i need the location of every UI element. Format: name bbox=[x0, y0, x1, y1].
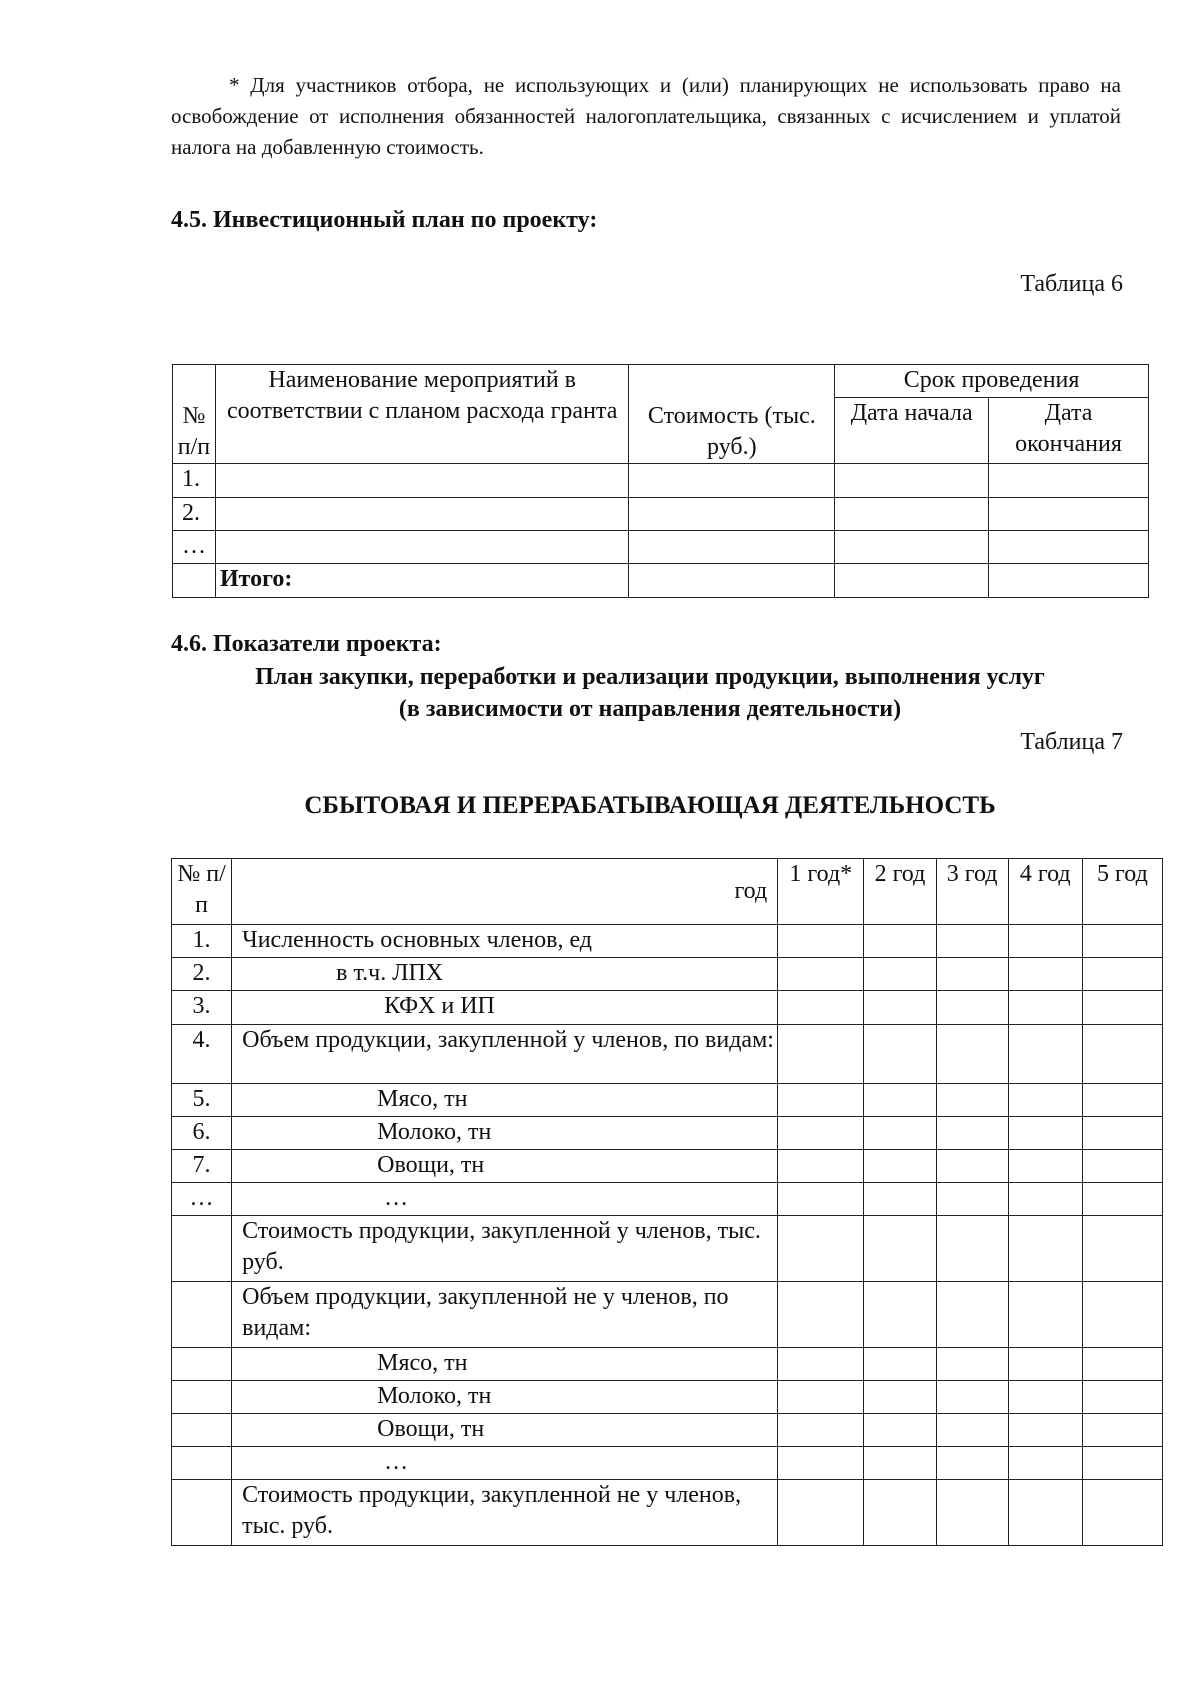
row-label: … bbox=[232, 1447, 778, 1480]
table-row bbox=[172, 1084, 1163, 1117]
year-value-cell bbox=[864, 1381, 936, 1414]
row-num: 6. bbox=[172, 1117, 232, 1150]
table-row bbox=[172, 1447, 1163, 1480]
year-value-cell bbox=[864, 958, 936, 991]
col-header-year-3: 3 год bbox=[936, 859, 1008, 925]
year-value-cell bbox=[936, 925, 1008, 958]
table-row bbox=[172, 1216, 1163, 1282]
col-header-num: № п/п bbox=[173, 365, 216, 464]
year-value-cell bbox=[864, 1216, 936, 1282]
year-value-cell bbox=[936, 1183, 1008, 1216]
row-num: 4. bbox=[172, 1025, 232, 1084]
year-value-cell bbox=[864, 1084, 936, 1117]
col-header-year-1: 1 год* bbox=[778, 859, 864, 925]
year-value-cell bbox=[1082, 1282, 1162, 1348]
section-4-6-subtitle-1: План закупки, переработки и реализации продукции, выполнения услуг bbox=[255, 664, 1045, 690]
year-value-cell bbox=[778, 1025, 864, 1084]
year-value-cell bbox=[1008, 1025, 1082, 1084]
year-value-cell bbox=[1082, 1414, 1162, 1447]
row-label: … bbox=[232, 1183, 778, 1216]
row-num bbox=[172, 1414, 232, 1447]
year-value-cell bbox=[864, 1183, 936, 1216]
total-label: Итого: bbox=[215, 564, 628, 598]
table-row bbox=[172, 1414, 1163, 1447]
year-value-cell bbox=[864, 1025, 936, 1084]
year-value-cell bbox=[778, 1282, 864, 1348]
row-label: Молоко, тн bbox=[232, 1117, 778, 1150]
row-label: Овощи, тн bbox=[232, 1414, 778, 1447]
year-value-cell bbox=[1008, 1117, 1082, 1150]
row-num bbox=[172, 1381, 232, 1414]
col-header-end: Дата окончания bbox=[989, 398, 1149, 464]
row-num bbox=[172, 1480, 232, 1546]
sales-processing-table bbox=[171, 858, 1163, 1546]
row-num: 7. bbox=[172, 1150, 232, 1183]
year-value-cell bbox=[936, 1381, 1008, 1414]
row-num: 1. bbox=[173, 464, 216, 498]
table-row bbox=[172, 1025, 1163, 1084]
year-value-cell bbox=[1008, 1084, 1082, 1117]
col-header-year-4: 4 год bbox=[1008, 859, 1082, 925]
year-value-cell bbox=[1082, 1117, 1162, 1150]
col-header-year-label: год bbox=[232, 859, 778, 925]
year-value-cell bbox=[936, 1084, 1008, 1117]
table-row bbox=[172, 925, 1163, 958]
table-row bbox=[172, 991, 1163, 1025]
row-num bbox=[172, 1216, 232, 1282]
row-num bbox=[172, 1447, 232, 1480]
section-4-6-subtitle-2: (в зависимости от направления деятельности) bbox=[398, 696, 902, 722]
row-label: Численность основных членов, ед bbox=[232, 925, 778, 958]
row-num: 5. bbox=[172, 1084, 232, 1117]
section-4-6-heading: 4.6. Показатели проекта: bbox=[171, 631, 442, 657]
row-num: … bbox=[173, 531, 216, 564]
year-value-cell bbox=[1082, 1348, 1162, 1381]
row-num: 2. bbox=[172, 958, 232, 991]
row-label: КФХ и ИП bbox=[232, 991, 778, 1025]
year-value-cell bbox=[1082, 1480, 1162, 1546]
col-header-num: № п/п bbox=[172, 859, 232, 925]
year-value-cell bbox=[864, 1447, 936, 1480]
row-num: 1. bbox=[172, 925, 232, 958]
year-value-cell bbox=[864, 1414, 936, 1447]
year-value-cell bbox=[936, 1348, 1008, 1381]
footnote-text: * Для участников отбора, не использующих и (или) планирующих не использовать право на освобождение от исполнения обязанностей налогоплательщика, связанных с исчислением и уплатой налога на добавленную стоимость. bbox=[171, 73, 1121, 159]
year-value-cell bbox=[778, 1150, 864, 1183]
year-value-cell bbox=[864, 1150, 936, 1183]
table-row bbox=[172, 958, 1163, 991]
year-value-cell bbox=[1008, 1447, 1082, 1480]
year-value-cell bbox=[778, 1183, 864, 1216]
col-header-cost: Стоимость (тыс. руб.) bbox=[629, 365, 835, 464]
year-value-cell bbox=[1008, 925, 1082, 958]
year-value-cell bbox=[1082, 1447, 1162, 1480]
year-value-cell bbox=[936, 991, 1008, 1025]
row-label: Объем продукции, закупленной у членов, по видам: bbox=[232, 1025, 778, 1084]
year-value-cell bbox=[864, 1480, 936, 1546]
table-6-caption: Таблица 6 bbox=[1020, 271, 1123, 297]
col-header-name: Наименование мероприятий в соответствии с планом расхода гранта bbox=[215, 365, 628, 464]
year-value-cell bbox=[1082, 1025, 1162, 1084]
col-header-year-5: 5 год bbox=[1082, 859, 1162, 925]
activity-title: СБЫТОВАЯ И ПЕРЕРАБАТЫВАЮЩАЯ ДЕЯТЕЛЬНОСТЬ bbox=[304, 792, 996, 819]
year-value-cell bbox=[778, 1084, 864, 1117]
total-row bbox=[173, 564, 1149, 598]
year-value-cell bbox=[936, 1480, 1008, 1546]
row-num: 2. bbox=[173, 498, 216, 531]
table-row bbox=[172, 1183, 1163, 1216]
row-label: Мясо, тн bbox=[232, 1084, 778, 1117]
table-row bbox=[172, 1480, 1163, 1546]
year-value-cell bbox=[936, 1150, 1008, 1183]
year-value-cell bbox=[1008, 991, 1082, 1025]
row-num: … bbox=[172, 1183, 232, 1216]
year-value-cell bbox=[1008, 1480, 1082, 1546]
year-value-cell bbox=[1008, 1183, 1082, 1216]
row-label: Мясо, тн bbox=[232, 1348, 778, 1381]
year-value-cell bbox=[936, 1117, 1008, 1150]
year-value-cell bbox=[864, 991, 936, 1025]
col-header-start: Дата начала bbox=[835, 398, 989, 464]
row-num bbox=[172, 1282, 232, 1348]
year-value-cell bbox=[1082, 1084, 1162, 1117]
col-header-period: Срок проведения bbox=[835, 365, 1149, 398]
table-row bbox=[172, 1150, 1163, 1183]
table-row bbox=[172, 1117, 1163, 1150]
year-value-cell bbox=[778, 1117, 864, 1150]
year-value-cell bbox=[778, 1216, 864, 1282]
year-value-cell bbox=[936, 1282, 1008, 1348]
year-value-cell bbox=[1082, 1150, 1162, 1183]
table-row bbox=[172, 1348, 1163, 1381]
year-value-cell bbox=[1008, 1150, 1082, 1183]
row-label: Молоко, тн bbox=[232, 1381, 778, 1414]
row-label: Стоимость продукции, закупленной не у членов, тыс. руб. bbox=[232, 1480, 778, 1546]
year-value-cell bbox=[778, 1414, 864, 1447]
year-value-cell bbox=[778, 1381, 864, 1414]
row-num bbox=[172, 1348, 232, 1381]
year-value-cell bbox=[936, 1216, 1008, 1282]
year-value-cell bbox=[1008, 1282, 1082, 1348]
year-value-cell bbox=[864, 925, 936, 958]
year-value-cell bbox=[778, 991, 864, 1025]
table-7-caption: Таблица 7 bbox=[1020, 729, 1123, 755]
year-value-cell bbox=[1082, 991, 1162, 1025]
table-row bbox=[172, 1282, 1163, 1348]
year-value-cell bbox=[1008, 1348, 1082, 1381]
row-label: в т.ч. ЛПХ bbox=[232, 958, 778, 991]
row-num: 3. bbox=[172, 991, 232, 1025]
investment-plan-table bbox=[172, 364, 1149, 598]
year-value-cell bbox=[936, 1414, 1008, 1447]
table-row bbox=[173, 531, 1149, 564]
row-label: Объем продукции, закупленной не у членов, по видам: bbox=[232, 1282, 778, 1348]
year-value-cell bbox=[1082, 925, 1162, 958]
year-value-cell bbox=[778, 1447, 864, 1480]
year-value-cell bbox=[1082, 958, 1162, 991]
section-4-5-heading: 4.5. Инвестиционный план по проекту: bbox=[171, 207, 598, 233]
year-value-cell bbox=[778, 1480, 864, 1546]
year-value-cell bbox=[1082, 1183, 1162, 1216]
year-value-cell bbox=[778, 925, 864, 958]
year-value-cell bbox=[864, 1117, 936, 1150]
year-value-cell bbox=[1008, 1414, 1082, 1447]
col-header-year-2: 2 год bbox=[864, 859, 936, 925]
year-value-cell bbox=[1008, 1216, 1082, 1282]
year-value-cell bbox=[778, 958, 864, 991]
table-row bbox=[173, 464, 1149, 498]
year-value-cell bbox=[936, 1447, 1008, 1480]
year-value-cell bbox=[936, 1025, 1008, 1084]
table-row bbox=[172, 1381, 1163, 1414]
year-value-cell bbox=[1082, 1216, 1162, 1282]
year-value-cell bbox=[1008, 958, 1082, 991]
year-value-cell bbox=[1008, 1381, 1082, 1414]
row-label: Стоимость продукции, закупленной у членов, тыс. руб. bbox=[232, 1216, 778, 1282]
table-row bbox=[173, 498, 1149, 531]
year-value-cell bbox=[1082, 1381, 1162, 1414]
year-value-cell bbox=[864, 1348, 936, 1381]
year-value-cell bbox=[778, 1348, 864, 1381]
year-value-cell bbox=[864, 1282, 936, 1348]
year-value-cell bbox=[936, 958, 1008, 991]
row-label: Овощи, тн bbox=[232, 1150, 778, 1183]
